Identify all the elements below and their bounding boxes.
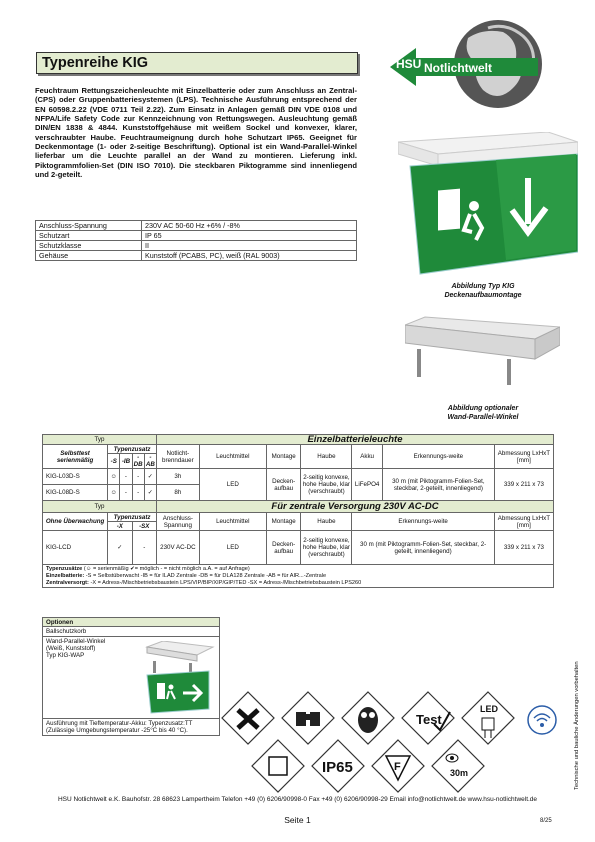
owl-icon [342,692,394,744]
product-image-ceiling [398,132,578,280]
cell-type: KIG-L03D-S [43,469,108,485]
cell-dauer: 8h [156,485,199,501]
specs-row [36,241,357,251]
binoculars-icon [282,692,334,744]
col-haube: Haube [301,445,352,469]
legend-label-einzel: Einzelbatterie: [46,572,85,579]
col-typ-header-2: Typ [43,501,157,513]
ip65-label: IP65 [322,759,353,776]
col-typenzusatz: Typenzusatz [108,445,157,454]
col-akku: Akku [352,445,383,469]
option-tieftemperatur [42,719,220,736]
led-icon [462,692,514,744]
spec-value: IP 65 [142,231,357,241]
cell-leuchtmittel: LED [199,469,266,501]
options-box [42,617,220,736]
cell-db: - [132,485,144,501]
col-anschluss: Anschluss-Spannung [156,513,199,531]
sidebar-note-text: Technische und bauliche Änderungen vorbehalten [574,661,580,790]
distance-icon [432,740,484,792]
ceiling-mount-icon [252,740,304,792]
page-label: Seite 1 [284,815,311,825]
cell-spannung: 230V AC-DC [156,531,199,565]
product-table-wrap [42,434,554,588]
cell-haube: 2-seitig konvexe, hohe Haube, klar (verschraubt) [301,469,352,501]
page-count: 8/25 [540,818,552,824]
option-wand-line3: Typ KIG-WAP [46,652,85,659]
spec-label: Schutzart [36,231,142,241]
col-tz-ib: -IB [120,454,132,469]
cell-akku: LiFePO4 [352,469,383,501]
option-wand-parallel [42,637,220,719]
col-erkennung: Erkennungs-weite [382,445,494,469]
sidebar-note [574,640,584,790]
cell-erkennung: 30 m (mit Piktogramm-Folien-Set, steckbar, 2-geteilt, innenliegend) [382,469,494,501]
cell-montage: Decken-aufbau [266,469,301,501]
legend-einzel: -S = Selbstüberwacht -IB = für ILAD Zentrale -DB = für DLA128 Zentrale -AB = für AIR...-Zentrale [85,572,327,579]
col-tz-s: -S [108,454,120,469]
wireless-icon [528,706,556,734]
cell-s: ☺ [108,485,120,501]
option-wand-line2: (Weiß, Kunststoff) [46,645,96,652]
options-header: Optionen [42,617,220,627]
col-montage: Montage [266,445,301,469]
cell-type: KIG-LCD [43,531,108,565]
col-typ-header: Typ [43,435,157,445]
cell-type: KIG-L08D-S [43,485,108,501]
caption-wall-line1: Abbildung optionaler [447,405,519,412]
col-ohne: Ohne Überwachung [43,513,108,531]
specs-row [36,251,357,261]
option-tt-line1: Ausführung mit Tieftemperatur-Akku: Typenzusatz:TT [46,720,193,727]
caption-ceiling-line1: Abbildung Typ KIG [451,283,515,290]
title-box [36,52,358,74]
feature-icons [220,690,580,795]
cell-x: ✓ [108,531,132,565]
col-leuchtmittel: Leuchtmittel [199,445,266,469]
logo-hsu-text: HSU [396,57,422,71]
spec-label: Anschluss-Spannung [36,221,142,231]
no-tools-icon [222,692,274,744]
distance-label: 30m [450,768,469,778]
cell-ib: - [120,469,132,485]
spec-label: Gehäuse [36,251,142,261]
spec-value: II [142,241,357,251]
test-icon [402,692,454,744]
specs-row [36,231,357,241]
caption-wall-bracket [388,404,578,422]
caption-ceiling-line2: Deckenaufbaumontage [444,292,522,299]
legend-zentral: -X = Adress-/Mischbetriebsbaustein LPS/VIP/BIP/XIP/GIP/TED -SX = Adress-/Mischbetriebsbaustein LPS260 [90,579,362,586]
cell-sx: - [132,531,156,565]
legend-label-zentral: Zentralversorgt: [46,579,89,586]
hsu-logo [388,18,568,116]
led-label: LED [480,704,498,714]
legend-typenzusaetze: (☺ = serienmäßig ✔= möglich - = nicht möglich a.A. = auf Anfrage) [83,566,250,572]
specs-table [35,220,357,261]
cell-montage: Decken-aufbau [266,531,301,565]
col-montage-2: Montage [266,513,301,531]
cell-ab: ✓ [144,469,156,485]
table-row [43,469,554,485]
option-ballschutz: Ballschutzkorb [42,627,220,637]
section-title-central: Für zentrale Versorgung 230V AC-DC [156,501,553,513]
footer-address: HSU Notlichtwelt e.K. Bauhofstr. 28 68623 Lampertheim Telefon +49 (0) 6206/90998-0 Fax +49 (0) 6206/90998-29 Email info@notlichtwelt.de www.hsu-notlichtwelt.de [57,796,538,803]
test-label: Test [416,712,442,727]
col-tz-ab: -AB [145,454,155,468]
col-typenzusatz-2: Typenzusatz [108,513,157,522]
product-table [42,434,554,565]
col-haube-2: Haube [301,513,352,531]
legend-label-typenzusaetze: Typenzusätze [46,566,83,572]
table-row [43,531,554,565]
option-wand-line1: Wand-Parallel-Winkel [46,638,106,645]
cell-leuchtmittel: LED [199,531,266,565]
cell-ab: ✓ [144,485,156,501]
option-tt-line2: (Zulässige Umgebungstemperatur -25°C bis 40 °C). [46,727,188,734]
product-image-wall-bracket [405,315,560,390]
caption-ceiling [388,282,578,300]
cell-abmessung: 339 x 211 x 73 [494,469,553,501]
col-abmessung: Abmessung LxHxT [mm] [494,445,553,469]
wall-bracket-image [143,641,215,715]
f-label: F [394,761,401,773]
cell-s: ☺ [108,469,120,485]
spec-value: 230V AC 50-60 Hz +6% / -8% [142,221,357,231]
col-tz-sx: -SX [132,522,156,531]
col-tz-x: -X [108,522,132,531]
col-tz-db: -DB [133,454,143,468]
specs-row [36,221,357,231]
f-mark-icon [372,740,424,792]
cell-haube: 2-seitig konvexe, hohe Haube, klar (verschraubt) [301,531,352,565]
spec-label: Schutzklasse [36,241,142,251]
cell-db: - [132,469,144,485]
section-title-single-battery: Einzelbatterieleuchte [156,435,553,445]
col-brenndauer: Notlicht-brenndauer [156,445,199,469]
cell-erkennung: 30 m (mit Piktogramm-Folien-Set, steckbar, 2-geteilt, innenliegend) [352,531,494,565]
cell-abmessung: 339 x 211 x 73 [494,531,553,565]
intro-text: Feuchtraum Rettungszeichenleuchte mit Einzelbatterie oder zum Anschluss an Zentral- (CPS) oder Gruppenbatteriesystemen (LPS). Technische Ausführung entsprechend der EN 60598.2.22 (VDE 0711 Teil 2.22). Zum Einsatz in Anlagen gemäß DIN VDE 0108 und NFPA/Life Safety Code zur Kennzeichnung von Rettungswegen. Ausleuchtung gemäß DIN/EN 1838 & 4844. Kunststoffgehäuse mit weißem Sockel und konvexer, klarer, verschraubter Haube. Feuchtraumeignung durch hohe Schutzart IP65. Geeignet für Deckenmontage (1- oder 2-seitige Beschriftung). Optional ist ein Wand-Parallel-Winkel lieferbar um die Leuchte parallel an der Wand zu montieren. Lieferung inkl. Piktogrammfolien-Set (DIN ISO 7010). Die steckbaren Piktogramme sind innenliegend und 2-geteilt. [35,86,357,180]
ip65-icon [312,740,364,792]
col-abmessung-2: Abmessung LxHxT [mm] [494,513,553,531]
cell-dauer: 3h [156,469,199,485]
logo-main-text: Notlichtwelt [424,61,492,75]
col-leuchtmittel-2: Leuchtmittel [199,513,266,531]
col-erkennung-2: Erkennungs-weite [352,513,494,531]
table-legend [42,565,554,588]
col-selbsttest: Selbsttest serienmäßig [43,445,108,469]
page-title: Typenreihe KIG [42,55,149,71]
cell-ib: - [120,485,132,501]
caption-wall-line2: Wand-Parallel-Winkel [447,414,519,421]
spec-value: Kunststoff (PCABS, PC), weiß (RAL 9003) [142,251,357,261]
